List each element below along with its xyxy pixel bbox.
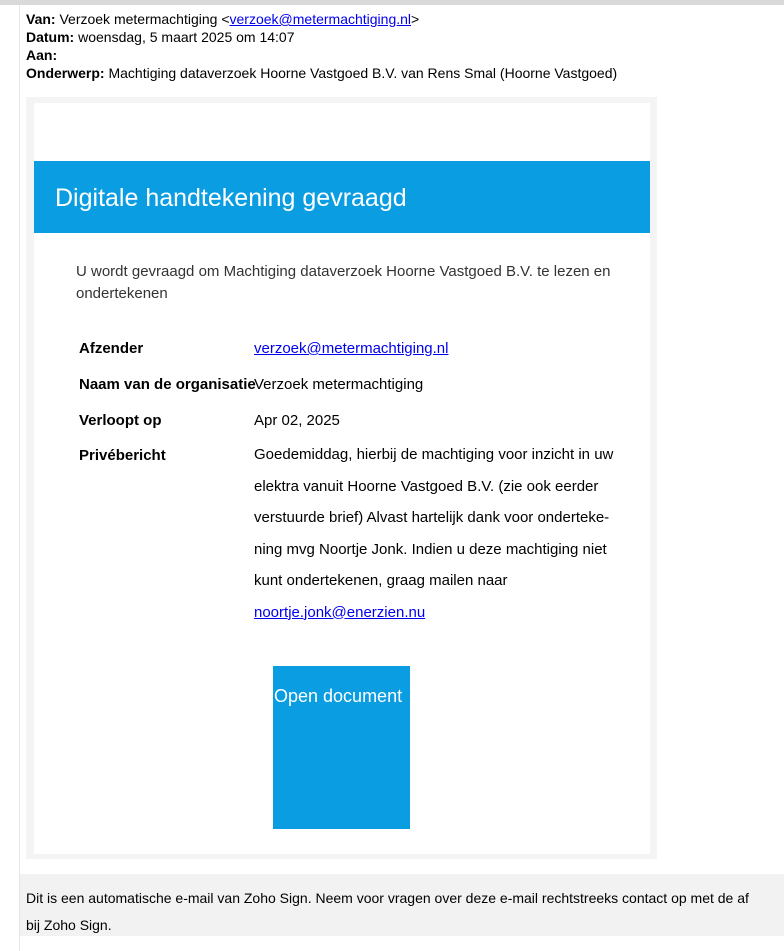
message-label: Privébericht — [79, 447, 166, 464]
message-line: verstuurde brief) Alvast hartelijk dank voor onderteke- — [254, 509, 610, 526]
sender-label: Afzender — [79, 340, 144, 357]
from-email-link[interactable]: verzoek@metermachtiging.nl — [229, 11, 412, 27]
message-line: Goedemiddag, hierbij de machtiging voor inzicht in uw — [254, 446, 614, 463]
sender-email-link[interactable]: verzoek@metermachtiging.nl — [254, 340, 449, 357]
email-header — [26, 10, 617, 82]
expires-value: Apr 02, 2025 — [254, 412, 340, 429]
subject-row — [26, 64, 617, 82]
to-label: Aan: — [26, 47, 58, 63]
org-value: Verzoek metermachtiging — [254, 376, 424, 393]
subject-value: Machtiging dataverzoek Hoorne Vastgoed B.V. van Rens Smal (Hoorne Vastgoed) — [108, 65, 618, 81]
footer-text — [26, 885, 749, 939]
signature-request-banner — [34, 161, 650, 233]
subject-label: Onderwerp: — [26, 65, 105, 81]
from-label: Van: — [26, 11, 56, 27]
intro-text: U wordt gevraagd om Machtiging dataverzoek Hoorne Vastgoed B.V. te lezen en ondertekenen — [76, 263, 611, 302]
from-name: Verzoek metermachtiging — [59, 11, 218, 27]
footer-line: bij Zoho Sign. — [26, 917, 112, 933]
pane-left-border — [19, 5, 20, 951]
date-row — [26, 28, 617, 46]
date-value: woensdag, 5 maart 2025 om 14:07 — [78, 29, 295, 45]
date-label: Datum: — [26, 29, 75, 45]
banner-title: Digitale handtekening gevraagd — [55, 184, 407, 212]
from-row: Van: Verzoek metermachtiging <verzoek@metermachtiging.nl> — [26, 11, 420, 27]
to-row — [26, 46, 617, 64]
message-line: kunt ondertekenen, graag mailen naar — [254, 572, 508, 589]
open-document-button[interactable] — [273, 666, 410, 829]
sender-value — [254, 340, 448, 357]
message-line: ning mvg Noortje Jonk. Indien u deze machtiging niet — [254, 540, 607, 558]
expires-label: Verloopt op — [79, 412, 162, 429]
open-document-label: Open document — [274, 686, 403, 706]
message-line: elektra vanuit Hoorne Vastgoed B.V. (zie ook eerder — [254, 477, 599, 495]
footer-line: Dit is een automatische e-mail van Zoho Sign. Neem voor vragen over deze e-mail rechtstreeks contact op met de af — [26, 890, 749, 906]
window-top-border — [0, 0, 784, 5]
private-message — [254, 439, 614, 628]
message-email-link[interactable]: noortje.jonk@enerzien.nu — [254, 603, 426, 621]
org-label: Naam van de organisatie — [79, 376, 256, 393]
